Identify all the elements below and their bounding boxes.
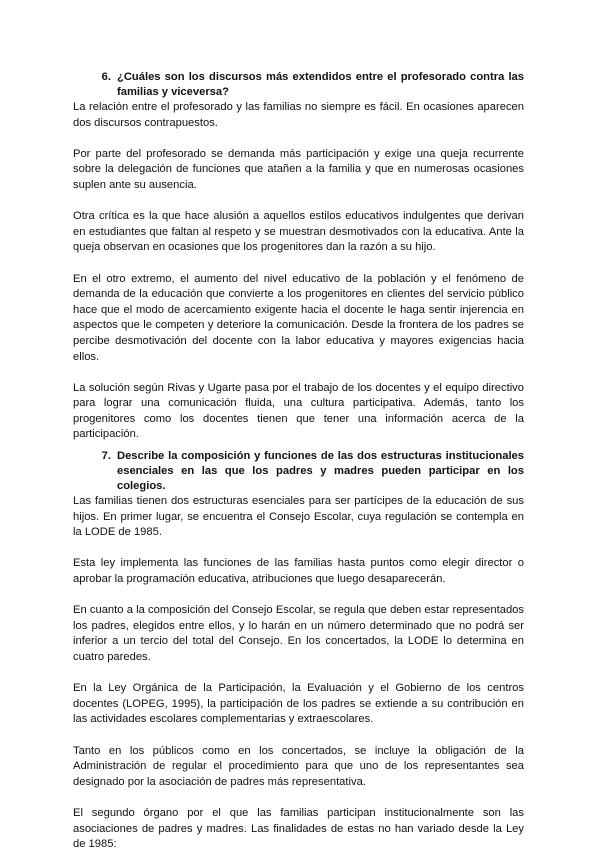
- paragraph: En el otro extremo, el aumento del nivel educativo de la población y el fenómeno de demanda de la educación que convierte a los progenitores en clientes del servicio público hace que el modo de acercamiento exigente hacia el docente le haga sentir injerencia en aspectos que le competen y deteriore la comunicación. Desde la frontera de los padres se percibe desmotivación del docente con la labor educativa y mayores exigencias hacia ellos.: [73, 272, 524, 363]
- paragraph: La solución según Rivas y Ugarte pasa por el trabajo de los docentes y el equipo directivo para lograr una comunicación fluida, una cultura participativa. Además, tanto los progenitores como los docentes tienen que tener una información acerca de la participación.: [73, 381, 524, 441]
- section-7-number: 7.: [101, 450, 111, 463]
- paragraph: Esta ley implementa las funciones de las familias hasta puntos como elegir director o aprobar la programación educativa, atribuciones que luego desaparecerán.: [73, 557, 524, 586]
- section-7-title: Describe la composición y funciones de las dos estructuras institucionales esenciales en las que los padres y madres pueden participar en los colegios.: [117, 450, 524, 493]
- paragraph: El segundo órgano por el que las familias participan institucionalmente son las asociaciones de padres y madres. Las finalidades de estas no han variado desde la Ley de 1985:: [73, 806, 524, 851]
- paragraph: En cuanto a la composición del Consejo Escolar, se regula que deben estar representados los padres, elegidos entre ellos, y lo harán en un número determinado que no podrá ser inferior a un tercio del total del Consejo. En los concertados, la LODE lo determina en cuatro paredes.: [73, 604, 524, 663]
- section-6-title: ¿Cuáles son los discursos más extendidos entre el profesorado contra las familias y viceversa?: [117, 71, 524, 98]
- paragraph: La relación entre el profesorado y las familias no siempre es fácil. En ocasiones aparecen dos discursos contrapuestos.: [73, 101, 524, 129]
- section-6-heading: [87, 70, 524, 100]
- section-6-number: 6.: [101, 71, 111, 83]
- paragraph: Por parte del profesorado se demanda más participación y exige una queja recurrente sobre la delegación de funciones que atañen a la familia y que en numerosas ocasiones suplen ante su ausencia.: [73, 147, 524, 191]
- paragraph: Otra crítica es la que hace alusión a aquellos estilos educativos indulgentes que derivan en estudiantes que faltan al respeto y se muestran desmotivados con la educativa. Ante la queja observan en ocasiones que los progenitores dan la razón a su hijo.: [73, 210, 524, 254]
- paragraph: En la Ley Orgánica de la Participación, la Evaluación y el Gobierno de los centros docentes (LOPEG, 1995), la participación de los padres se extiende a su contribución en las actividades escolares complementarias y extraescolares.: [73, 682, 524, 726]
- paragraph: Tanto en los públicos como en los concertados, se incluye la obligación de la Administración de regular el procedimiento para que uno de los representantes sea designado por la asociación de padres más representativa.: [73, 744, 524, 788]
- paragraph: Las familias tienen dos estructuras esenciales para ser partícipes de la educación de sus hijos. En primer lugar, se encuentra el Consejo Escolar, cuya regulación se contempla en la LODE de 1985.: [73, 495, 524, 539]
- section-7-heading: [87, 449, 524, 494]
